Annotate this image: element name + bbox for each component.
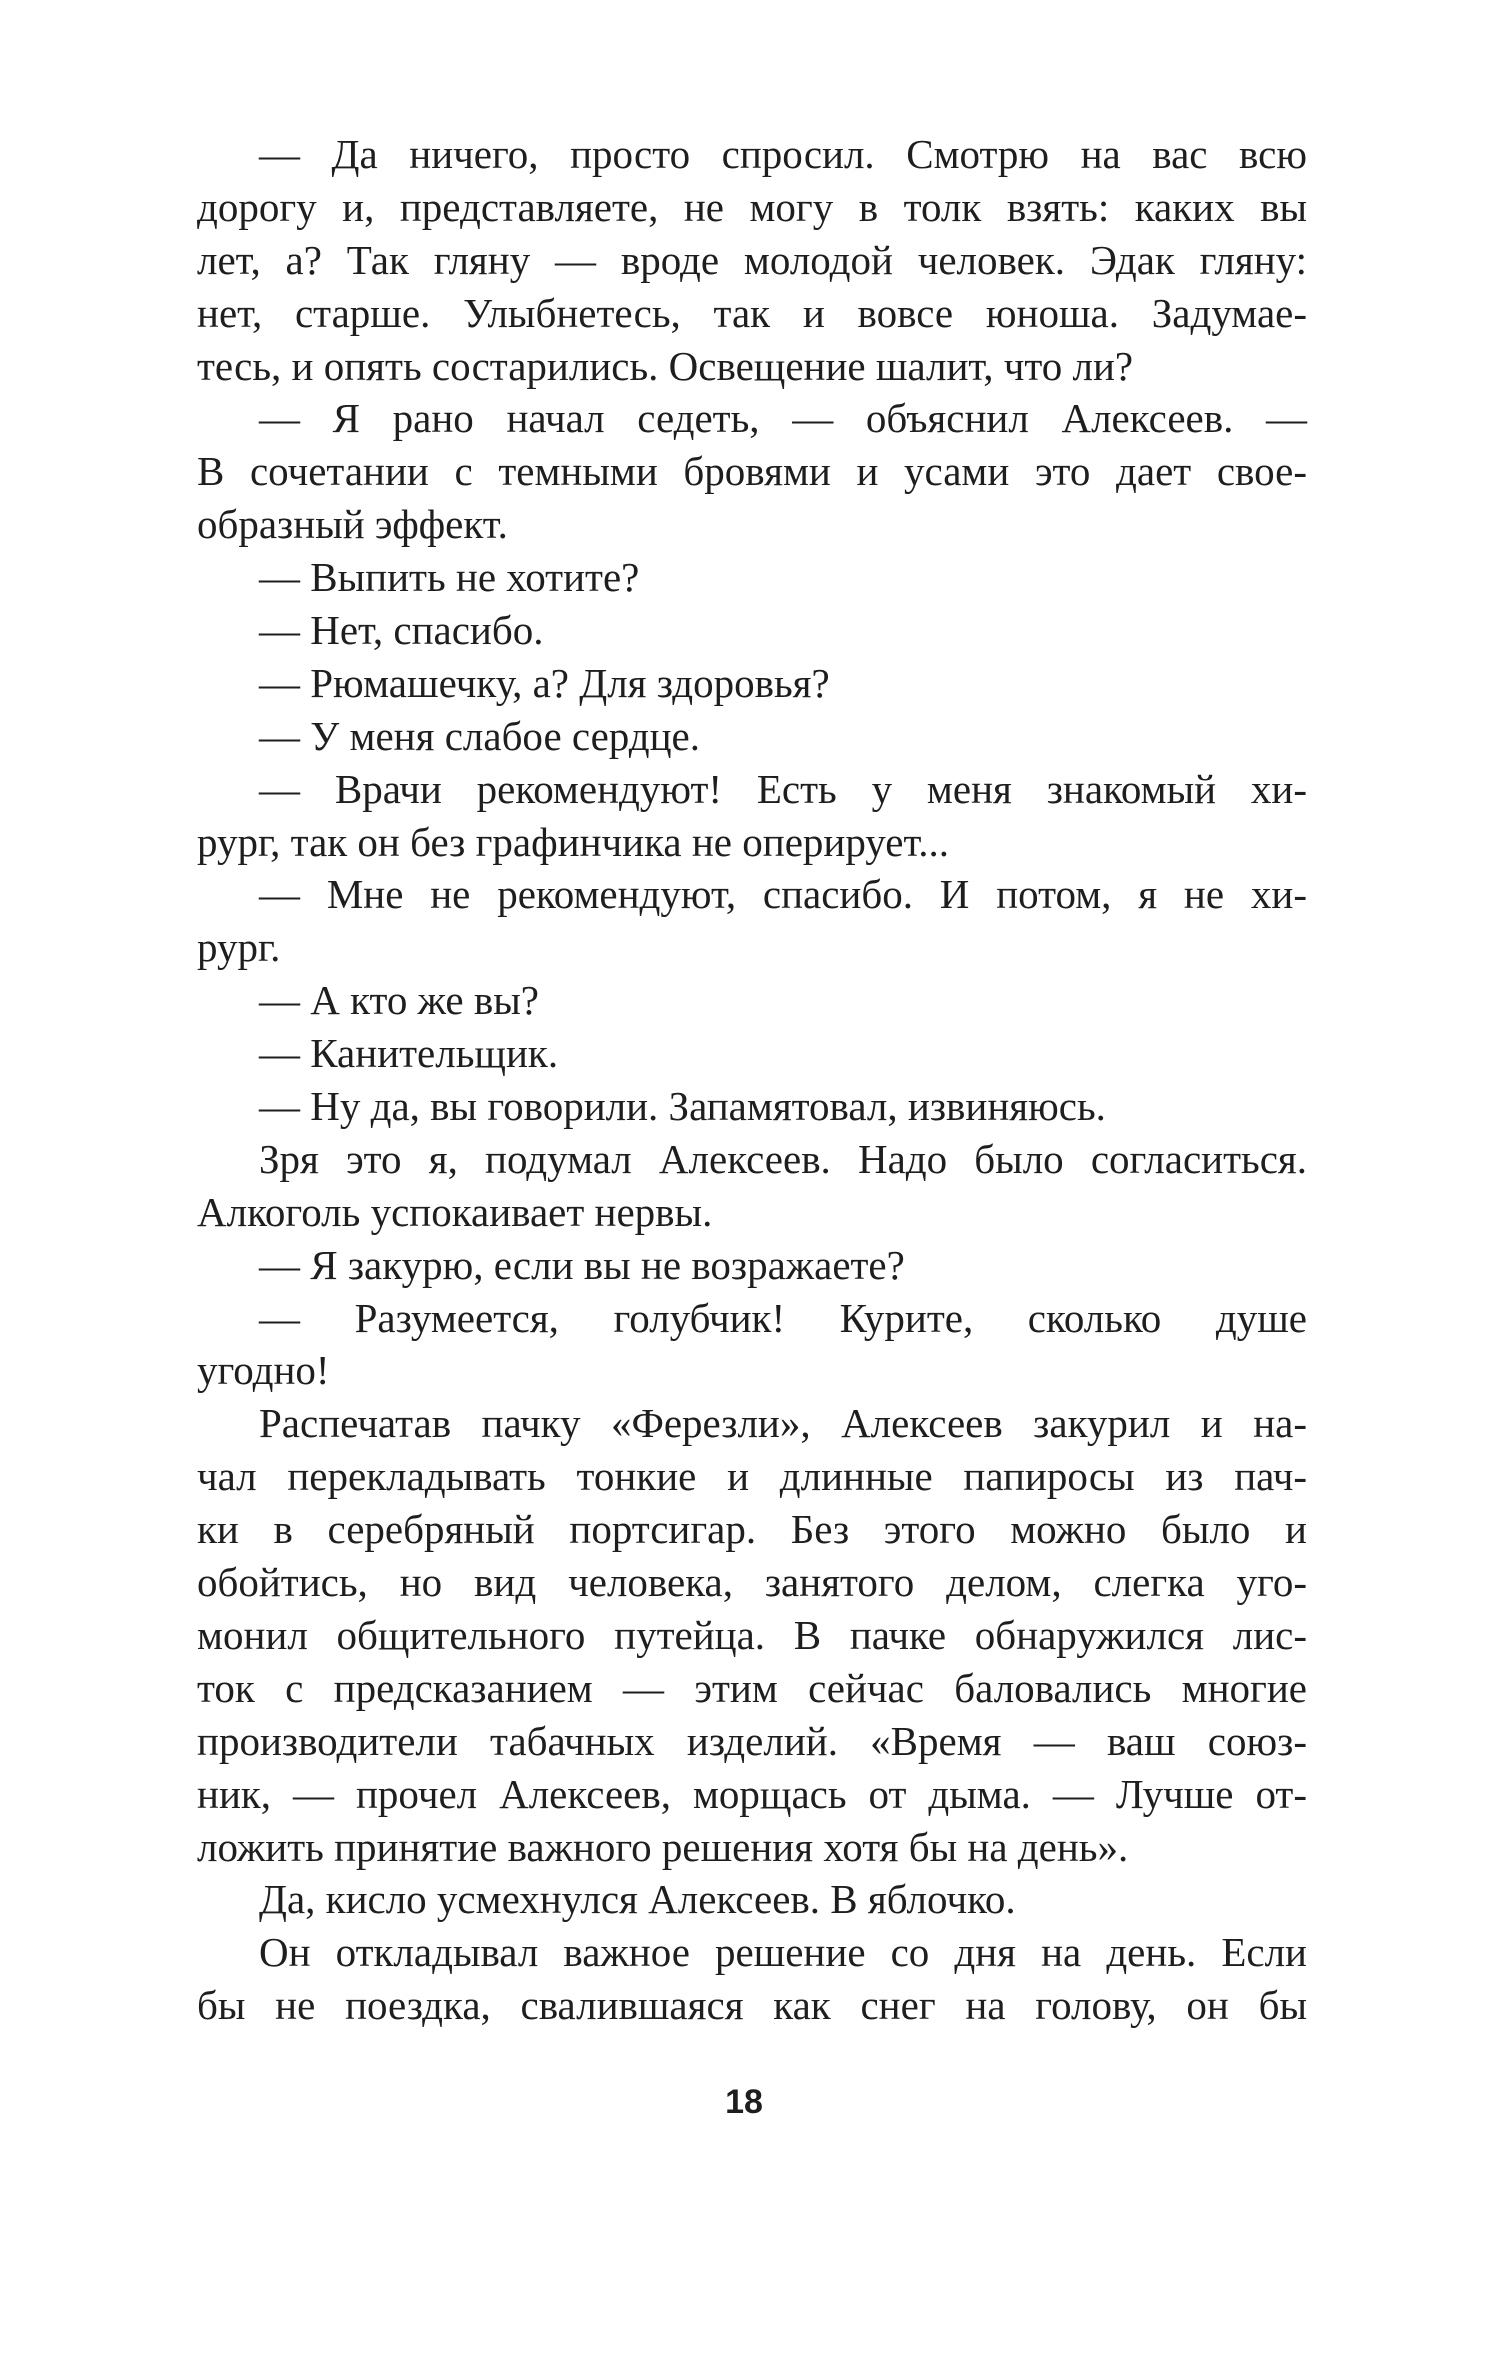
text-line: — Ну да, вы говорили. Запамятовал, извиняюсь. [259,1083,1106,1130]
text-line: чал перекладывать тонкие и длинные папиросы из пач- [197,1453,1307,1500]
text-line: дорогу и, представляете, не могу в толк взять: каких вы [197,183,1307,230]
text-line: В сочетании с темными бровями и усами это дает свое- [197,448,1307,495]
text-line: Он откладывал важное решение со дня на день. Если [259,1929,1307,1976]
text-line: Распечатав пачку «Ферезли», Алексеев закурил и на- [259,1400,1307,1447]
text-line: Да, кисло усмехнулся Алексеев. В яблочко. [259,1876,1016,1923]
text-line: — Да ничего, просто спросил. Смотрю на вас всю [259,131,1307,177]
text-line: производители табачных изделий. «Время — ваш союз- [197,1717,1307,1764]
text-line: монил общительного путейца. В пачке обнаружился лис- [197,1611,1307,1658]
text-line: образный эффект. [197,501,508,548]
text-line: ток с предсказанием — этим сейчас баловались многие [197,1664,1307,1711]
text-line: тесь, и опять состарились. Освещение шалит, что ли? [197,342,1134,389]
text-line: лет, а? Так гляну — вроде молодой человек. Эдак гляну: [197,236,1307,283]
text-line: ложить принятие важного решения хотя бы на день». [197,1823,1129,1870]
text-line: — Рюмашечку, а? Для здоровья? [259,659,830,706]
text-line: — Нет, спасибо. [259,607,544,654]
text-line: нет, старше. Улыбнетесь, так и вовсе юноша. Задумае- [197,289,1307,336]
text-line: — Я рано начал седеть, — объяснил Алексеев. — [259,395,1307,442]
page-number: 18 [725,2083,763,2121]
text-line: Алкоголь успокаивает нервы. [197,1188,713,1235]
text-line: Зря это я, подумал Алексеев. Надо было согласиться. [259,1135,1307,1182]
text-line: — Я закурю, если вы не возражаете? [259,1241,905,1288]
text-line: обойтись, но вид человека, занятого делом, слегка уго- [197,1559,1307,1606]
text-line: ки в серебряный портсигар. Без этого можно было и [197,1506,1307,1553]
text-line: — Врачи рекомендуют! Есть у меня знакомый хи- [259,765,1307,812]
body-text [197,128,1307,2032]
text-line: — А кто же вы? [259,977,539,1024]
text-line: ник, — прочел Алексеев, морщась от дыма. — Лучше от- [197,1770,1307,1817]
text-line: — Выпить не хотите? [259,554,640,601]
text-line: угодно! [197,1347,330,1394]
text-line: — Канительщик. [259,1030,559,1077]
text-line: рург. [197,924,281,971]
text-line: — У меня слабое сердце. [259,712,700,759]
text-line: рург, так он без графинчика не оперирует... [197,818,950,865]
text-line: — Разумеется, голубчик! Курите, сколько душе [259,1294,1307,1341]
text-line: — Мне не рекомендуют, спасибо. И потом, я не хи- [259,871,1307,918]
text-line: бы не поездка, свалившаяся как снег на голову, он бы [197,1982,1307,2029]
